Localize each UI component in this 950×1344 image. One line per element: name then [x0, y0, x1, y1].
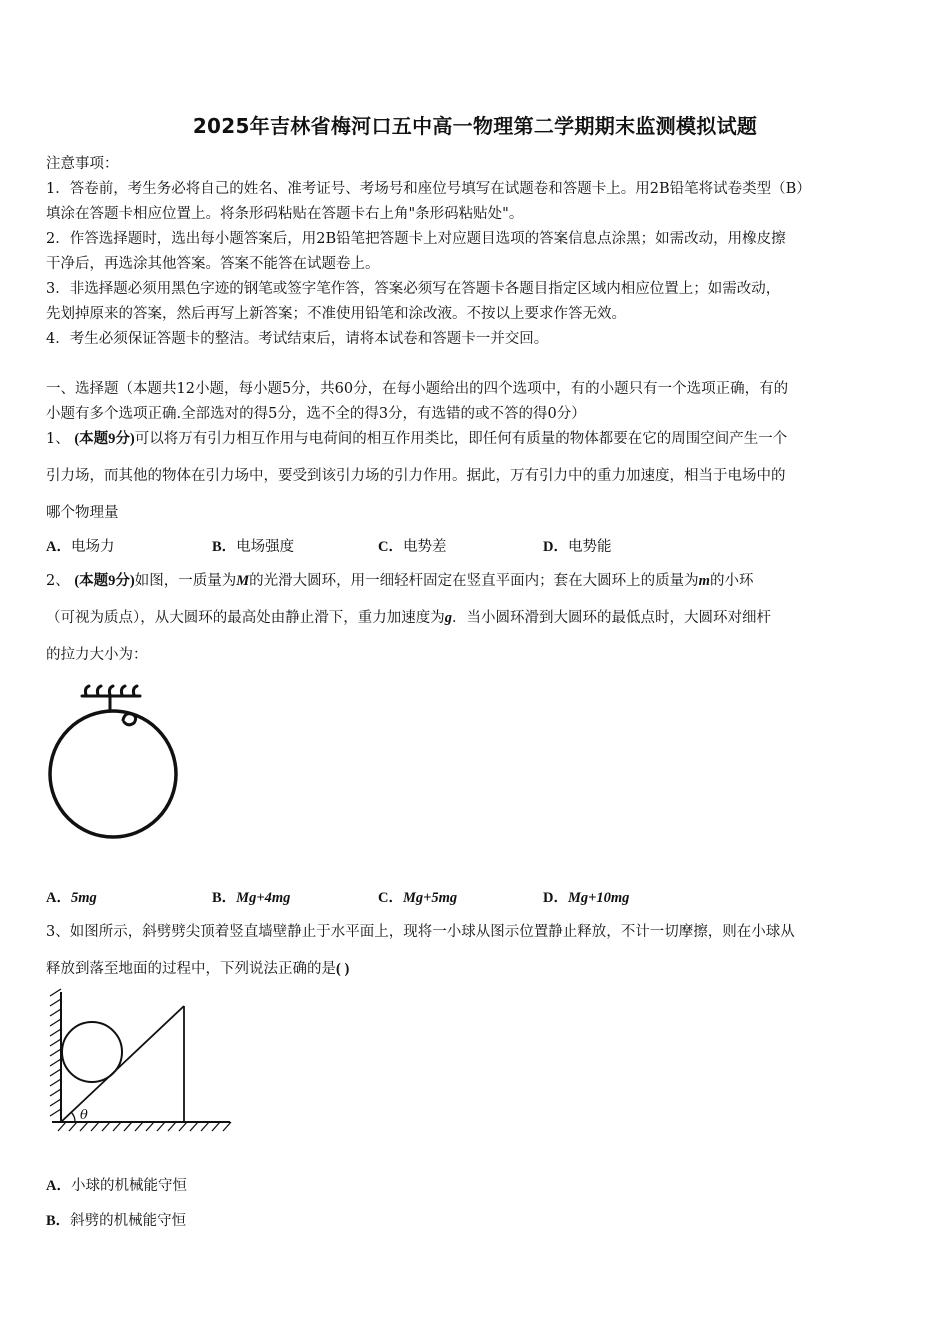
- q2-text: 的小环: [709, 573, 754, 589]
- q3-text: 如图所示，斜劈劈尖顶着竖直墙壁静止于水平面上，现将一小球从图示位置静止释放，不计一切摩擦，则在小球从: [69, 924, 795, 940]
- q3-option-b: B．斜劈的机械能守恒: [46, 1213, 187, 1229]
- q2-text: （可视为质点），从大圆环的最高处由静止滑下，重力加速度为: [46, 610, 445, 626]
- q2-text: 如图，一质量为: [134, 573, 237, 589]
- q2-line: 的拉力大小为：: [46, 647, 148, 663]
- q1-number: 1、: [46, 431, 70, 447]
- q1-score: (本题9分): [74, 431, 135, 447]
- q3-wedge-figure: [44, 988, 234, 1138]
- notice-line: 3．非选择题必须用黑色字迹的钢笔或签字笔作答，答案必须写在答题卡各题目指定区域内相应位置上；如需改动，: [46, 281, 781, 297]
- q3-number: 3、: [46, 924, 70, 940]
- q2-option-a: A．5mg: [46, 890, 97, 906]
- notice-heading: 注意事项：: [46, 156, 119, 172]
- q2-line: [46, 606, 771, 627]
- notice-line: 2．作答选择题时，选出每小题答案后，用2B铅笔把答题卡上对应题目选项的答案信息点涂黑；如需改动，用橡皮擦: [46, 231, 786, 247]
- q3-theta-label: θ: [80, 1108, 88, 1123]
- q2-var-m: m: [698, 573, 710, 589]
- q1-option-a: A．电场力: [46, 539, 115, 555]
- q3-line: [46, 957, 349, 978]
- page-title: 2025年吉林省梅河口五中高一物理第二学期期末监测模拟试题: [192, 114, 758, 138]
- q2-score: (本题9分): [74, 573, 135, 589]
- q1-line: [46, 427, 787, 448]
- q2-option-b: B．Mg+4mg: [212, 890, 291, 906]
- q1-line: 引力场，而其他的物体在引力场中，要受到该引力场的引力作用。据此，万有引力中的重力加速度，相当于电场中的: [46, 468, 786, 484]
- q1-line: 哪个物理量: [46, 505, 119, 521]
- q2-number: 2、: [46, 573, 70, 589]
- q2-text: ．当小圆环滑到大圆环的最低点时，大圆环对细杆: [452, 610, 771, 626]
- q2-var-g: g: [444, 610, 452, 626]
- q1-text: 可以将万有引力相互作用与电荷间的相互作用类比，即任何有质量的物体都要在它的周围空间产生一个: [134, 431, 788, 447]
- q2-option-d: D．Mg+10mg: [543, 890, 630, 906]
- q2-text: 的光滑大圆环，用一细轻杆固定在竖直平面内；套在大圆环上的质量为: [249, 573, 699, 589]
- notice-line: 1．答卷前，考生务必将自己的姓名、准考证号、考场号和座位号填写在试题卷和答题卡上。用2B铅笔将试卷类型（B）: [46, 181, 811, 197]
- section-heading-line: 小题有多个选项正确.全部选对的得5分，选不全的得3分，有选错的或不答的得0分）: [46, 406, 586, 422]
- q3-bracket: ( ): [336, 961, 350, 977]
- notice-line: 先划掉原来的答案，然后再写上新答案；不准使用铅笔和涂改液。不按以上要求作答无效。: [46, 306, 626, 322]
- q2-ring-figure: [40, 682, 190, 842]
- notice-line: 4．考生必须保证答题卡的整洁。考试结束后，请将本试卷和答题卡一并交回。: [46, 331, 549, 347]
- section-heading-line: 一、选择题（本题共12小题，每小题5分，共60分，在每小题给出的四个选项中，有的小题只有一个选项正确，有的: [46, 381, 789, 397]
- q2-var-M: M: [236, 573, 250, 589]
- q3-text: 释放到落至地面的过程中，下列说法正确的是: [46, 961, 336, 977]
- q3-line: [46, 920, 795, 941]
- notice-line: 填涂在答题卡相应位置上。将条形码粘贴在答题卡右上角"条形码粘贴处"。: [46, 206, 524, 222]
- q2-option-c: C．Mg+5mg: [378, 890, 458, 906]
- q2-line: [46, 569, 753, 590]
- q1-option-c: C．电势差: [378, 539, 447, 555]
- q1-option-b: B．电场强度: [212, 539, 295, 555]
- q3-option-a: A．小球的机械能守恒: [46, 1178, 187, 1194]
- notice-line: 干净后，再选涂其他答案。答案不能答在试题卷上。: [46, 256, 380, 272]
- q1-option-d: D．电势能: [543, 539, 612, 555]
